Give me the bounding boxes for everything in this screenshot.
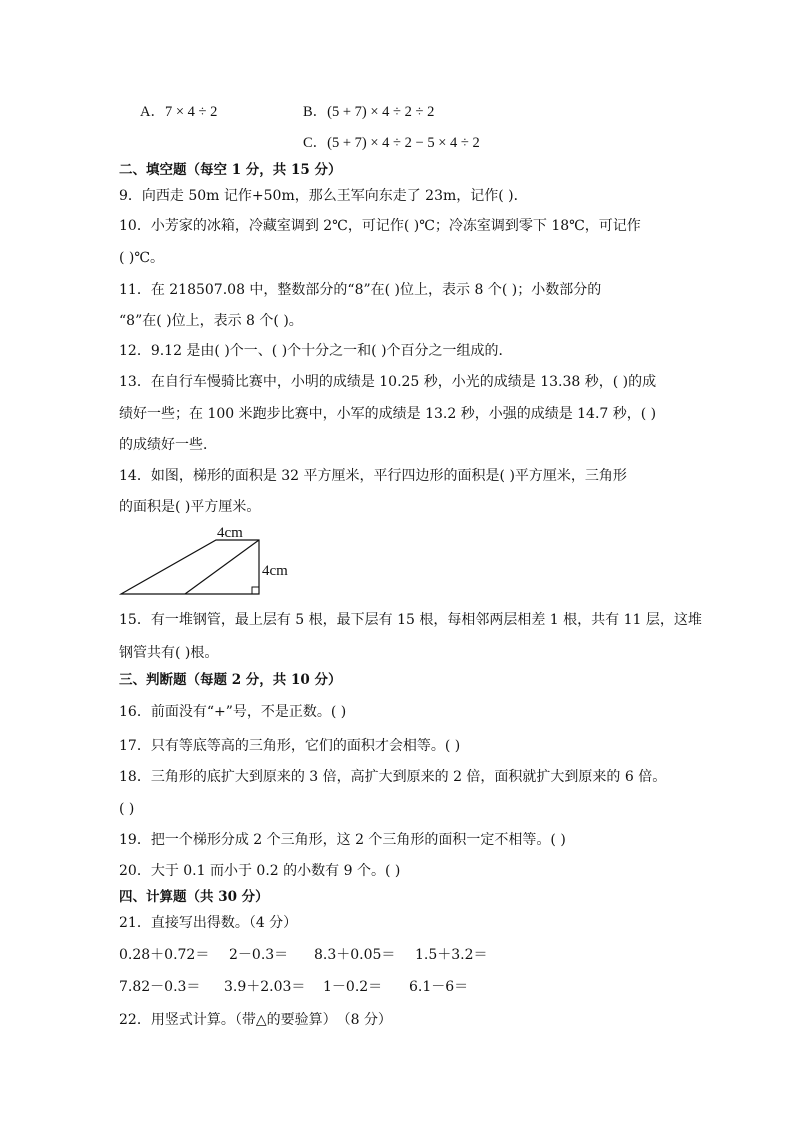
question-11-line-2: “8”在( )位上，表示 8 个( )。	[119, 313, 303, 329]
choice-a: A．7 × 4 ÷ 2	[140, 104, 218, 120]
question-13-line-1: 13．在自行车慢骑比赛中，小明的成绩是 10.25 秒，小光的成绩是 13.38 秒，( )的成	[119, 374, 657, 390]
top-length-label: 4cm	[217, 525, 243, 541]
choice-b: B．(5 + 7) × 4 ÷ 2 ÷ 2	[303, 104, 435, 120]
section-4-heading: 四、计算题（共 30 分）	[119, 889, 269, 905]
question-19: 19．把一个梯形分成 2 个三角形，这 2 个三角形的面积一定不相等。( )	[119, 832, 566, 848]
right-angle-mark	[252, 587, 259, 594]
calc-item: 3.9＋2.03＝	[224, 979, 306, 995]
calc-item: 2－0.3＝	[229, 947, 289, 963]
question-10-line-1: 10．小芳家的冰箱，冷藏室调到 2℃，可记作( )℃；冷冻室调到零下 18℃，可记作	[119, 218, 641, 234]
calc-item: 1－0.2＝	[323, 979, 383, 995]
question-12: 12．9.12 是由( )个一、( )个十分之一和( )个百分之一组成的．	[119, 343, 513, 359]
question-21: 21．直接写出得数。（4 分）	[119, 915, 298, 931]
question-9: 9．向西走 50m 记作+50m，那么王军向东走了 23m，记作( )．	[119, 188, 528, 204]
calc-item: 7.82－0.3＝	[119, 979, 201, 995]
trapezoid-figure	[119, 520, 299, 602]
question-15-line-2: 钢管共有( )根。	[119, 645, 219, 661]
question-14-line-2: 的面积是( )平方厘米。	[119, 499, 261, 515]
question-18-line-2: ( )	[119, 801, 135, 817]
question-16: 16．前面没有“+”号，不是正数。( )	[119, 704, 347, 720]
height-label: 4cm	[262, 563, 288, 579]
section-2-heading: 二、填空题（每空 1 分，共 15 分）	[119, 162, 342, 178]
question-22: 22．用竖式计算。（带△的要验算） （8 分）	[119, 1012, 392, 1028]
choice-c: C．(5 + 7) × 4 ÷ 2 − 5 × 4 ÷ 2	[303, 135, 480, 151]
trapezoid-outline	[121, 540, 259, 594]
question-14-line-1: 14．如图，梯形的面积是 32 平方厘米，平行四边形的面积是( )平方厘米，三角形	[119, 468, 627, 484]
calc-item: 0.28＋0.72＝	[119, 947, 210, 963]
calc-item: 6.1－6＝	[409, 979, 469, 995]
question-11-line-1: 11．在 218507.08 中，整数部分的“8”在( )位上，表示 8 个( )；小数部分的	[119, 282, 602, 298]
dividing-line	[185, 540, 259, 594]
question-17: 17．只有等底等高的三角形，它们的面积才会相等。( )	[119, 738, 461, 754]
question-10-line-2: ( )℃。	[119, 250, 165, 266]
question-20: 20．大于 0.1 而小于 0.2 的小数有 9 个。( )	[119, 863, 401, 879]
question-13-line-3: 的成绩好一些．	[119, 437, 217, 453]
section-3-heading: 三、判断题（每题 2 分，共 10 分）	[119, 672, 342, 688]
question-18-line-1: 18．三角形的底扩大到原来的 3 倍，高扩大到原来的 2 倍，面积就扩大到原来的 6 倍。	[119, 769, 667, 785]
question-13-line-2: 绩好一些；在 100 米跑步比赛中，小军的成绩是 13.2 秒，小强的成绩是 14.7 秒，( )	[119, 406, 657, 422]
calc-item: 1.5＋3.2＝	[415, 947, 488, 963]
question-15-line-1: 15．有一堆钢管，最上层有 5 根，最下层有 15 根，每相邻两层相差 1 根，共有 11 层，这堆	[119, 612, 702, 628]
calc-item: 8.3＋0.05＝	[314, 947, 396, 963]
